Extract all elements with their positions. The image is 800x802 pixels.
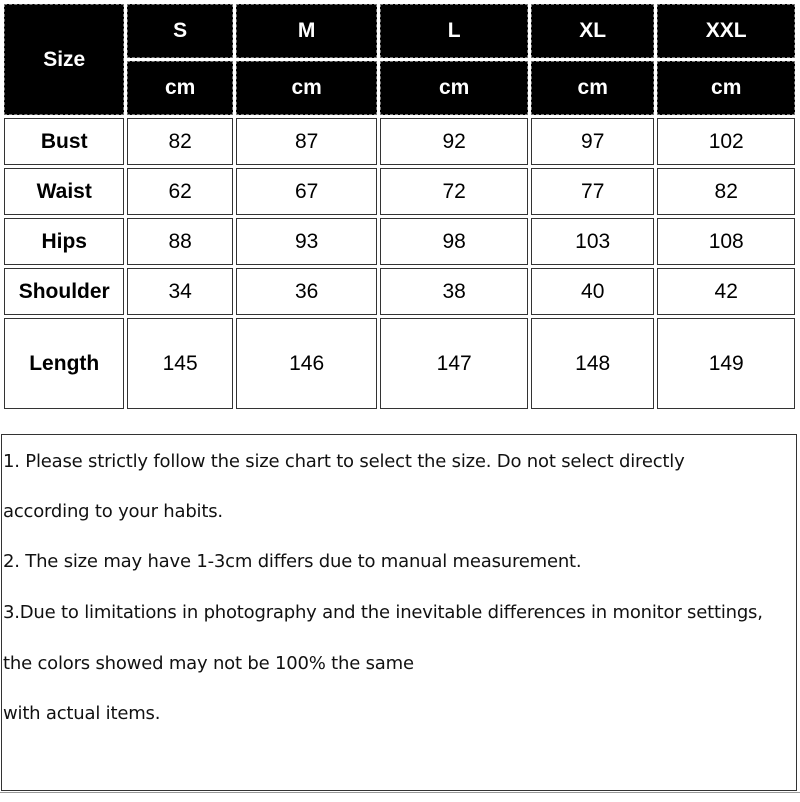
note-line: 2. The size may have 1-3cm differs due to manual measurement. [3, 551, 582, 572]
size-label: M [236, 4, 378, 58]
note-line: according to your habits. [3, 501, 223, 522]
row-label: Waist [4, 168, 124, 215]
size-label: S [127, 4, 232, 58]
table-row [4, 168, 795, 215]
table-cell: 145 [127, 318, 232, 409]
unit-label: cm [531, 61, 654, 115]
table-cell: 82 [657, 168, 795, 215]
size-label: XL [531, 4, 654, 58]
table-cell: 148 [531, 318, 654, 409]
row-label: Bust [4, 118, 124, 165]
unit-label: cm [657, 61, 795, 115]
table-cell: 36 [236, 268, 378, 315]
table-row [4, 218, 795, 265]
unit-label: cm [380, 61, 528, 115]
note-line: 1. Please strictly follow the size chart to select the size. Do not select directly [3, 451, 685, 472]
bottom-divider [0, 792, 800, 793]
size-header-row [4, 4, 795, 58]
table-cell: 103 [531, 218, 654, 265]
table-cell: 42 [657, 268, 795, 315]
size-label: XXL [657, 4, 795, 58]
table-row [4, 118, 795, 165]
table-cell: 38 [380, 268, 528, 315]
size-label: L [380, 4, 528, 58]
table-cell: 88 [127, 218, 232, 265]
corner-label: Size [4, 4, 124, 115]
table-cell: 108 [657, 218, 795, 265]
table-cell: 92 [380, 118, 528, 165]
table-cell: 98 [380, 218, 528, 265]
table-cell: 147 [380, 318, 528, 409]
row-label: Shoulder [4, 268, 124, 315]
note-line: the colors showed may not be 100% the same [3, 653, 414, 674]
notes-box [1, 434, 797, 791]
table-cell: 93 [236, 218, 378, 265]
row-label: Length [4, 318, 124, 409]
table-row [4, 268, 795, 315]
unit-label: cm [127, 61, 232, 115]
table-cell: 40 [531, 268, 654, 315]
table-cell: 72 [380, 168, 528, 215]
table-cell: 102 [657, 118, 795, 165]
table-cell: 149 [657, 318, 795, 409]
table-cell: 67 [236, 168, 378, 215]
table-cell: 34 [127, 268, 232, 315]
table-cell: 77 [531, 168, 654, 215]
table-row [4, 318, 795, 409]
unit-label: cm [236, 61, 378, 115]
note-line: with actual items. [3, 703, 161, 724]
table-cell: 146 [236, 318, 378, 409]
table-cell: 97 [531, 118, 654, 165]
table-cell: 82 [127, 118, 232, 165]
row-label: Hips [4, 218, 124, 265]
table-cell: 87 [236, 118, 378, 165]
table-cell: 62 [127, 168, 232, 215]
size-table [1, 1, 798, 412]
note-line: 3.Due to limitations in photography and the inevitable differences in monitor settings, [3, 602, 763, 623]
